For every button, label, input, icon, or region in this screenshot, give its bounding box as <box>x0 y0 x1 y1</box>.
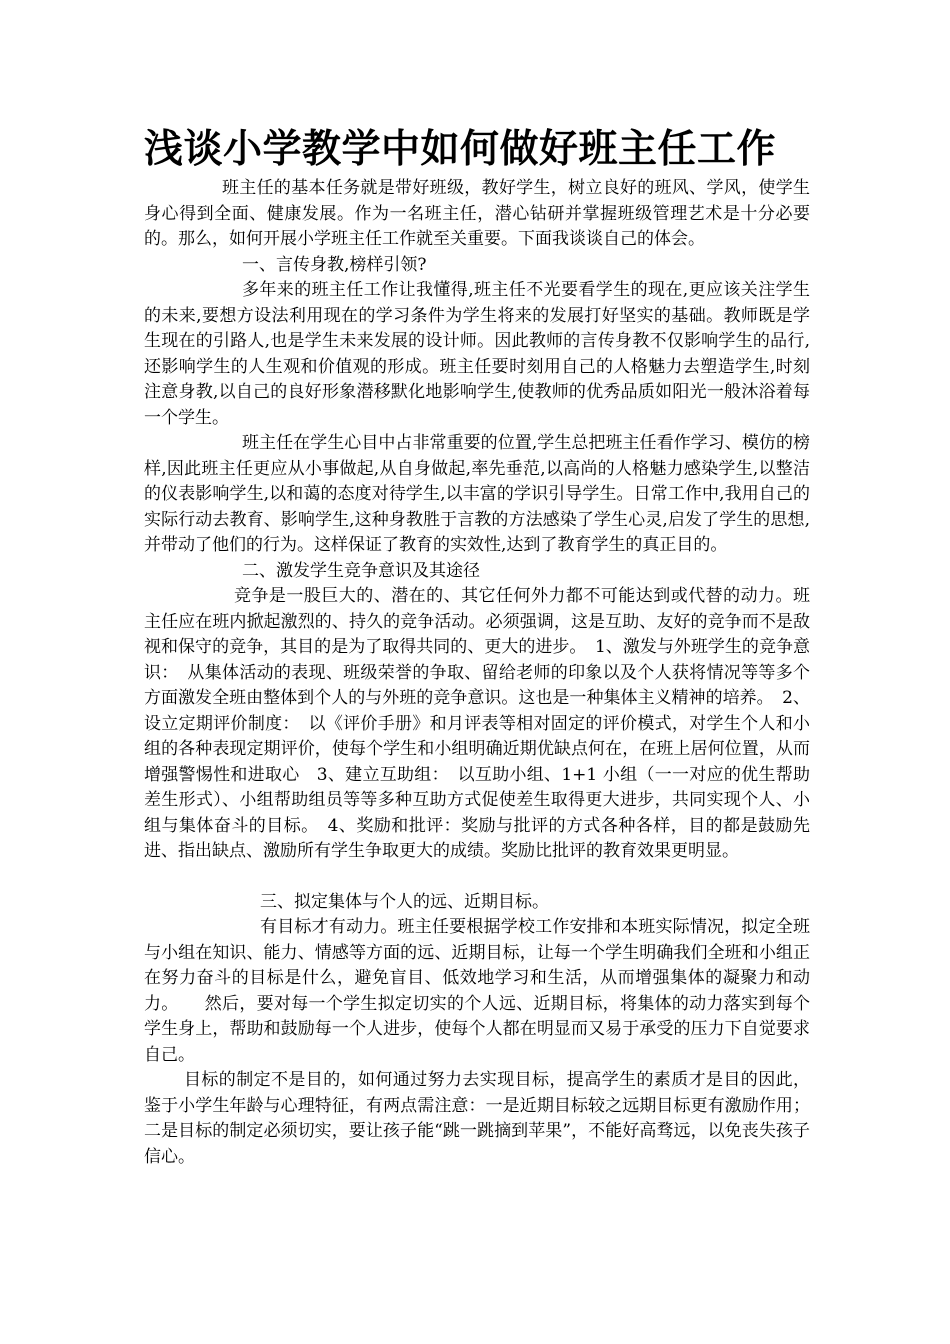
intro-paragraph: 班主任的基本任务就是带好班级，教好学生，树立良好的班风、学风，使学生身心得到全面、健康发展。作为一名班主任，潜心钻研并掌握班级管理艺术是十分必要的。那么，如何开展小学班主任工作就至关重要。下面我谈谈自己的体会。 <box>144 178 810 249</box>
section-1-heading: 一、言传身教,榜样引领? <box>242 254 427 275</box>
document-page <box>144 124 810 1170</box>
section-2-paragraph-1: 竞争是一股巨大的、潜在的、其它任何外力都不可能达到或代替的动力。班主任应在班内掀起激烈的、持久的竞争活动。必须强调，这是互助、友好的竞争而不是敌视和保守的竞争，其目的是为了取得共同的、更大的进步。 1、激发与外班学生的竞争意识： 从集体活动的表现、班级荣誉的争取、留给老师的印象以及个人获将情况等等多个方面激发全班由整体到个人的与外班的竞争意识。这也是一种集体主义精神的培养。 2、设立定期评价制度： 以《评价手册》和月评表等相对固定的评价模式，对学生个人和小组的各种表现定期评价，使每个学生和小组明确近期优缺点何在，在班上居何位置，从而增强警惕性和进取心 3、建立互助组： 以互助小组、1+1 小组（一一对应的优生帮助差生形式）、小组帮助组员等等多种互助方式促使差生取得更大进步，共同实现个人、小组与集体奋斗的目标。 4、奖励和批评：奖励与批评的方式各种各样，目的都是鼓励先进、指出缺点、激励所有学生争取更大的成绩。奖励比批评的教育效果更明显。 <box>144 586 810 861</box>
section-3-heading: 三、拟定集体与个人的远、近期目标。 <box>260 891 549 912</box>
section-1-paragraph-1: 多年来的班主任工作让我懂得,班主任不光要看学生的现在,更应该关注学生的未来,要想方设法利用现在的学习条件为学生将来的发展打好坚实的基础。教师既是学生现在的引路人,也是学生未来发展的设计师。因此教师的言传身教不仅影响学生的品行,还影响学生的人生观和价值观的形成。班主任要时刻用自己的人格魅力去塑造学生,时刻注意身教,以自己的良好形象潜移默化地影响学生,使教师的优秀品质如阳光一般沐浴着每一个学生。 <box>144 280 810 428</box>
section-3-paragraph-1: 有目标才有动力。班主任要根据学校工作安排和本班实际情况，拟定全班与小组在知识、能力、情感等方面的远、近期目标，让每一个学生明确我们全班和小组正在努力奋斗的目标是什么，避免盲目、低效地学习和生活，从而增强集体的凝聚力和动力。 然后，要对每一个学生拟定切实的个人远、近期目标，将集体的动力落实到每个学生身上，帮助和鼓励每一个人进步，使每个人都在明显而又易于承受的压力下自觉要求自己。 <box>144 917 810 1065</box>
paragraph-spacer <box>144 865 810 890</box>
document-title: 浅谈小学教学中如何做好班主任工作 <box>144 127 777 172</box>
section-2-heading: 二、激发学生竞争意识及其途径 <box>242 560 480 581</box>
section-1-paragraph-2: 班主任在学生心目中占非常重要的位置,学生总把班主任看作学习、模仿的榜样,因此班主任更应从小事做起,从自身做起,率先垂范,以高尚的人格魅力感染学生,以整洁的仪表影响学生,以和蔼的态度对待学生,以丰富的学识引导学生。日常工作中,我用自己的实际行动去教育、影响学生,这种身教胜于言教的方法感染了学生心灵,启发了学生的思想,并带动了他们的行为。这样保证了教育的实效性,达到了教育学生的真正目的。 <box>144 433 810 555</box>
section-3-paragraph-2: 目标的制定不是目的，如何通过努力去实现目标，提高学生的素质才是目的因此，鉴于小学生年龄与心理特征，有两点需注意：一是近期目标较之远期目标更有激励作用；二是目标的制定必须切实，要让孩子能“跳一跳摘到苹果”，不能好高骛远，以免丧失孩子信心。 <box>144 1070 810 1167</box>
